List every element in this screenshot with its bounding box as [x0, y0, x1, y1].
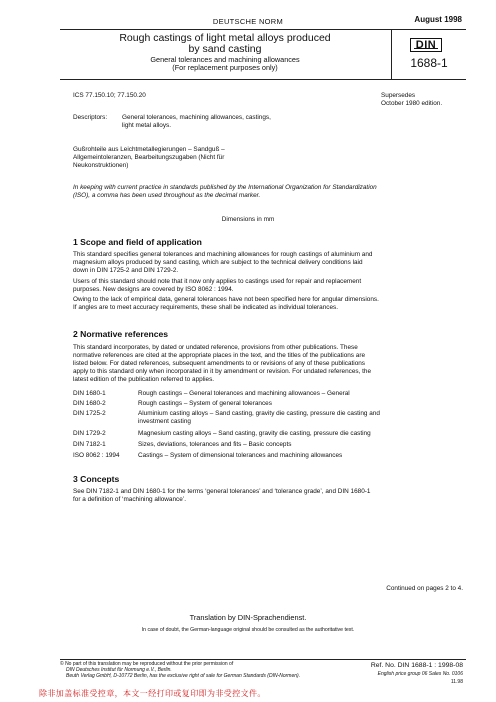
print-code: 11.98 — [450, 679, 463, 685]
title-line-2: by sand casting — [188, 43, 262, 55]
title-divider — [391, 29, 392, 79]
section-3-heading: 3 Concepts — [73, 474, 120, 484]
copyright-line-2: DIN Deutsches Institut für Normung e.V., Berlin. — [66, 667, 172, 673]
s2-p-line-4: apply to this standard only when incorporated in it by amendment or revision. For undated references, the — [73, 368, 372, 375]
s2-p-line-5: latest edition of the publication referred to applies. — [73, 376, 215, 383]
s3-p-line-2: for a definition of ‘machining allowance’. — [73, 496, 186, 503]
dimensions-note: Dimensions in mm — [221, 216, 275, 223]
title-block — [60, 33, 390, 76]
control-notice: 除非加盖标准受控章，本文一经打印或复印即为非受控文件。 — [39, 689, 266, 698]
s2-p-line-1: This standard incorporates, by dated or undated reference, provisions from other publications. These — [73, 344, 358, 351]
s2-p-line-3: listed below. For dated references, subsequent amendments to or revisions of any of these publications — [73, 360, 366, 367]
reference-number: Ref. No. DIN 1688-1 : 1998-08 — [370, 662, 463, 669]
reference-title: Sizes, deviations, tolerances and fits – Basic concepts — [138, 441, 292, 448]
subtitle-line-1: General tolerances and machining allowances — [150, 55, 300, 64]
copyright-line-3: Beuth Verlag GmbH, D-10772 Berlin, has the exclusive right of sale for German Standards (DIN-Normen). — [66, 673, 301, 679]
reference-code: DIN 1725-2 — [73, 410, 106, 417]
reference-code: DIN 7182-1 — [73, 441, 106, 448]
reference-code: DIN 1729-2 — [73, 430, 106, 437]
reference-title: Magnesium casting alloys – Sand casting, gravity die casting, pressure die casting — [138, 430, 371, 437]
german-title-3: Neukonstruktionen) — [73, 162, 129, 169]
s1-p3-line-1: Owing to the lack of empirical data, general tolerances have not been specified here for angular dimensions. — [73, 296, 379, 303]
reference-title: Castings – System of dimensional tolerances and machining allowances — [138, 452, 343, 459]
reference-title: investment casting — [138, 418, 191, 425]
s1-p3-line-2: If angles are to meet accuracy requirements, these shall be indicated as individual tolerances. — [73, 304, 339, 311]
section-1-heading: 1 Scope and field of application — [73, 237, 202, 247]
s1-p1-line-1: This standard specifies general tolerances and machining allowances for rough castings of aluminium and — [73, 251, 373, 258]
descriptors-line-2: light metal alloys. — [122, 122, 172, 129]
s3-p-line-1: See DIN 7182-1 and DIN 1680-1 for the terms ‘general tolerances’ and ‘tolerance grade’, and DIN 1680-1 — [73, 488, 371, 495]
subtitle-line-2: (For replacement purposes only) — [172, 63, 278, 72]
supersedes-edition: October 1980 edition. — [381, 100, 443, 107]
footer-rule — [60, 659, 466, 660]
header-rule-top — [60, 29, 466, 30]
s1-p2-line-2: purposes. New designs are covered by ISO 8062 : 1994. — [73, 286, 234, 293]
reference-code: DIN 1680-1 — [73, 390, 106, 397]
din-number: 1688-1 — [410, 56, 448, 70]
reference-code: DIN 1680-2 — [73, 400, 106, 407]
price-group: English price group 06 Sales No. 0106 — [377, 671, 463, 677]
section-2-heading: 2 Normative references — [73, 329, 169, 339]
doubt-note: In case of doubt, the German-language original should be consulted as the authoritative text. — [141, 627, 355, 633]
descriptors-line-1: General tolerances, machining allowances, castings, — [122, 114, 271, 121]
reference-title: Rough castings – System of general tolerances — [138, 400, 272, 407]
descriptors-label: Descriptors: — [73, 114, 108, 121]
translation-note: Translation by DIN-Sprachendienst. — [189, 613, 307, 622]
header-rule-bottom — [60, 79, 466, 80]
reference-title: Rough castings – General tolerances and machining allowances – General — [138, 390, 350, 397]
din-logo: DIN — [410, 38, 442, 52]
iso-note-2: (ISO), a comma has been used throughout as the decimal marker. — [73, 192, 261, 199]
continued-note: Continued on pages 2 to 4. — [386, 585, 463, 592]
standard-type: DEUTSCHE NORM — [212, 17, 284, 26]
reference-code: ISO 8062 : 1994 — [73, 452, 120, 459]
publication-date: August 1998 — [414, 15, 462, 24]
ics-code: ICS 77.150.10; 77.150.20 — [73, 92, 146, 99]
s1-p1-line-2: magnesium alloys produced by sand casting, which are subject to the technical delivery conditions laid — [73, 259, 363, 266]
s1-p2-line-1: Users of this standard should note that it now only applies to castings used for repair and replacement — [73, 278, 362, 285]
reference-title: Aluminium casting alloys – Sand casting, gravity die casting, pressure die casting and — [138, 410, 380, 417]
iso-note-1: In keeping with current practice in standards published by the International Organization for Standardization — [73, 184, 377, 191]
copyright-line-1: © No part of this translation may be reproduced without the prior permission of — [60, 661, 234, 667]
supersedes-label: Supersedes — [381, 92, 416, 99]
german-title-2: Allgemeintoleranzen, Bearbeitungszugaben (Nicht für — [73, 154, 225, 161]
s2-p-line-2: normative references are cited at the appropriate places in the text, and the titles of the publications are — [73, 352, 366, 359]
german-title-1: Gußrohteile aus Leichtmetallegierungen – Sandguß – — [73, 146, 225, 153]
s1-p1-line-3: down in DIN 1725-2 and DIN 1729-2. — [73, 267, 179, 274]
title-line-1: Rough castings of light metal alloys produced — [119, 32, 331, 44]
